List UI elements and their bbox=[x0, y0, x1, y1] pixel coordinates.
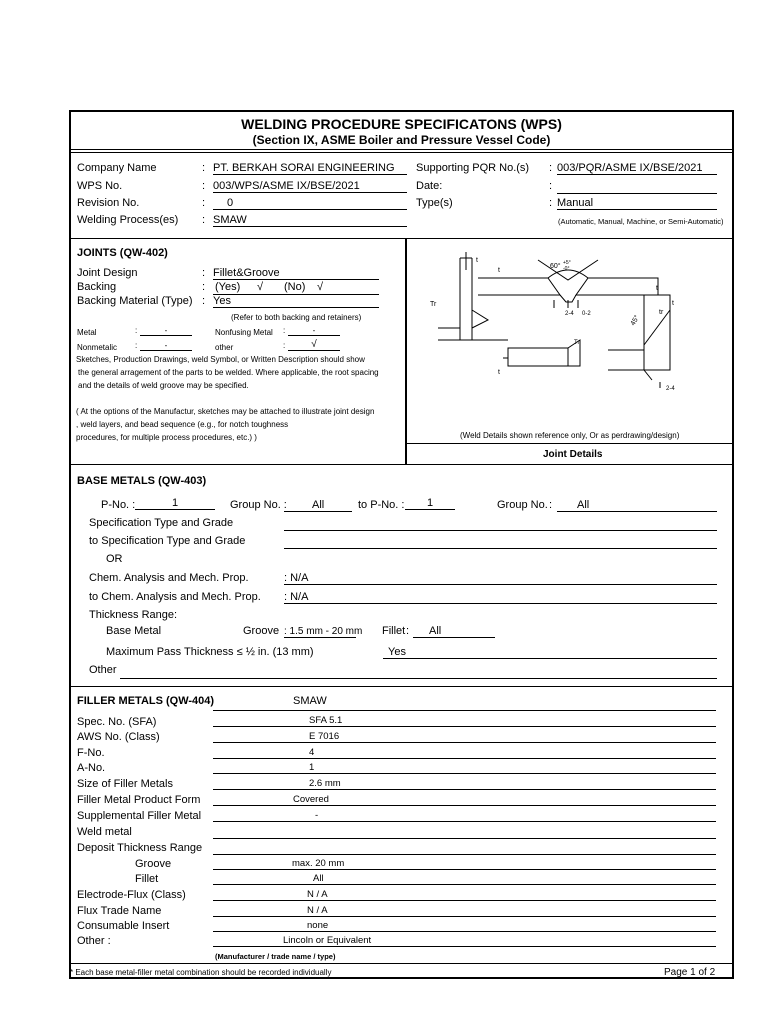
filler-value: E 7016 bbox=[213, 730, 716, 743]
colon: : bbox=[202, 197, 206, 209]
filler-value: - bbox=[213, 809, 716, 822]
filler-label: Supplemental Filler Metal bbox=[77, 810, 202, 822]
backing-material-label: Backing Material (Type) bbox=[77, 295, 193, 307]
joint-design-value: Fillet&Groove bbox=[213, 267, 379, 280]
colon: : bbox=[202, 162, 206, 174]
date-label: Date: bbox=[416, 180, 443, 192]
filler-label: Other : bbox=[77, 935, 111, 947]
manufacturer-note: (Manufacturer / trade name / type) bbox=[215, 952, 336, 961]
colon: : bbox=[283, 341, 286, 350]
backing-material-value: Yes bbox=[213, 295, 379, 308]
filler-label: Consumable Insert bbox=[77, 920, 170, 932]
filler-value: 1 bbox=[213, 761, 716, 774]
sketch-label-gap: 2-4 bbox=[666, 386, 675, 392]
divider bbox=[69, 686, 734, 687]
sketch-label-tr: Tr bbox=[574, 340, 580, 346]
colon: : bbox=[406, 625, 410, 637]
max-pass-label: Maximum Pass Thickness ≤ ½ in. (13 mm) bbox=[106, 646, 314, 658]
joint-details-label: Joint Details bbox=[543, 449, 603, 460]
sketch-line bbox=[508, 348, 568, 366]
chem-value: : N/A bbox=[284, 572, 717, 585]
sketch-line bbox=[644, 370, 652, 380]
filler-value: N / A bbox=[213, 904, 716, 917]
pqr-value: 003/PQR/ASME IX/BSE/2021 bbox=[557, 162, 717, 175]
to-spec-line bbox=[284, 548, 717, 549]
backing-yes-check: √ bbox=[257, 281, 264, 293]
colon: : bbox=[283, 326, 286, 335]
base-metal-label: Base Metal bbox=[106, 625, 162, 637]
sketch-label-tol: -0° bbox=[563, 266, 570, 272]
revision-value: 0 bbox=[213, 197, 407, 210]
filler-label: Flux Trade Name bbox=[77, 905, 162, 917]
metal-value: - bbox=[140, 326, 192, 336]
pno-label: P-No. : bbox=[101, 499, 136, 511]
sketch-note-line-2: the general arragement of the parts to be welded. Where applicable, the root spacing bbox=[78, 368, 379, 377]
nonfusing-value: - bbox=[288, 326, 340, 336]
revision-label: Revision No. bbox=[77, 197, 140, 209]
filler-label: Weld metal bbox=[77, 826, 132, 838]
sketch-label-gap: 0-2 bbox=[582, 311, 591, 317]
sketch-label-t: t bbox=[672, 300, 674, 307]
colon: : bbox=[202, 281, 206, 293]
colon: : bbox=[549, 197, 553, 209]
divider bbox=[69, 464, 734, 465]
filler-value bbox=[213, 825, 716, 839]
backing-no-check: √ bbox=[317, 281, 324, 293]
other-value: √ bbox=[288, 339, 340, 351]
sketch-label-angle: 60° bbox=[550, 263, 561, 270]
backing-no-label: (No) bbox=[284, 281, 306, 293]
sketch-label-tr: Tr bbox=[430, 301, 437, 308]
sketch-note-line-3: and the details of weld groove may be specified. bbox=[78, 381, 249, 390]
divider bbox=[405, 443, 734, 444]
other-label: other bbox=[215, 343, 234, 352]
process-value: SMAW bbox=[213, 214, 407, 227]
fillet-label: Fillet bbox=[382, 625, 406, 637]
to-spec-label: to Specification Type and Grade bbox=[89, 535, 246, 547]
filler-value bbox=[213, 841, 716, 855]
group-label: Group No. : bbox=[230, 499, 287, 511]
weld-details-note: (Weld Details shown reference only, Or as perdrawing/design) bbox=[460, 431, 680, 440]
sketch-label-t: t bbox=[656, 285, 658, 292]
to-chem-value: : N/A bbox=[284, 591, 717, 604]
page-number: Page 1 of 2 bbox=[664, 967, 716, 978]
to-chem-label: to Chem. Analysis and Mech. Prop. bbox=[89, 591, 261, 603]
filler-label: Deposit Thickness Range bbox=[77, 842, 203, 854]
filler-value: 4 bbox=[213, 746, 716, 759]
option-note-line-1: ( At the options of the Manufactur, sketches may be attached to illustrate joint design bbox=[76, 407, 375, 416]
sketch-label-tol: +5° bbox=[563, 260, 571, 266]
filler-value: Covered bbox=[213, 793, 716, 806]
filler-value: All bbox=[213, 872, 716, 885]
filler-value: max. 20 mm bbox=[213, 857, 716, 870]
sketch-label-t: t bbox=[498, 369, 500, 376]
sketch-line bbox=[576, 278, 658, 295]
divider bbox=[69, 963, 734, 964]
filler-label: Filler Metal Product Form bbox=[77, 794, 201, 806]
backing-label: Backing bbox=[77, 281, 117, 293]
or-label: OR bbox=[106, 553, 123, 565]
document-title: WELDING PROCEDURE SPECIFICATONS (WPS) bbox=[241, 116, 562, 132]
sketch-label-gap: 2-4 bbox=[565, 311, 574, 317]
filler-metals-heading: FILLER METALS (QW-404) bbox=[77, 695, 215, 707]
filler-label: Fillet bbox=[135, 873, 159, 885]
sketch-label-t: t bbox=[498, 267, 500, 274]
filler-label: Spec. No. (SFA) bbox=[77, 716, 157, 728]
other-label: Other bbox=[89, 664, 117, 676]
chem-label: Chem. Analysis and Mech. Prop. bbox=[89, 572, 249, 584]
sketch-label-t: t bbox=[476, 257, 478, 264]
filler-label: Electrode-Flux (Class) bbox=[77, 889, 186, 901]
colon: : bbox=[202, 295, 206, 307]
joint-design-label: Joint Design bbox=[77, 267, 138, 279]
groove-value: : 1.5 mm - 20 mm bbox=[284, 626, 363, 637]
nonmetallic-label: Nonmetalic bbox=[77, 343, 118, 352]
to-pno-label: to P-No. : bbox=[358, 499, 405, 511]
type-value: Manual bbox=[557, 197, 717, 210]
group-value: All bbox=[284, 499, 352, 512]
document-subtitle: (Section IX, ASME Boiler and Pressure Vessel Code) bbox=[252, 133, 551, 147]
sketch-line bbox=[644, 310, 670, 345]
sketch-line bbox=[644, 295, 670, 370]
groove-label: Groove bbox=[243, 625, 280, 637]
sketch-line bbox=[472, 310, 488, 328]
wps-label: WPS No. bbox=[77, 180, 123, 192]
thickness-label: Thickness Range: bbox=[89, 609, 178, 621]
to-group-label: Group No. bbox=[497, 499, 548, 511]
colon: : bbox=[135, 326, 138, 335]
colon: : bbox=[549, 499, 553, 511]
base-metals-heading: BASE METALS (QW-403) bbox=[77, 475, 207, 487]
colon: : bbox=[202, 267, 206, 279]
colon: : bbox=[202, 180, 206, 192]
pno-value: 1 bbox=[135, 497, 215, 510]
date-value bbox=[557, 180, 717, 194]
filler-value: 2.6 mm bbox=[213, 777, 716, 790]
filler-label: Groove bbox=[135, 858, 172, 870]
fillet-value: All bbox=[413, 625, 495, 638]
to-pno-value: 1 bbox=[405, 497, 455, 510]
colon: : bbox=[135, 341, 138, 350]
filler-label: Size of Filler Metals bbox=[77, 778, 173, 790]
metal-label: Metal bbox=[77, 328, 97, 337]
filler-value: SFA 5.1 bbox=[213, 714, 716, 727]
weld-details-sketch bbox=[408, 240, 732, 440]
joints-heading: JOINTS (QW-402) bbox=[77, 247, 168, 259]
sketch-note-line-1: Sketches, Production Drawings, weld Symbol, or Written Description should show bbox=[76, 355, 365, 364]
refer-note: (Refer to both backing and retainers) bbox=[231, 313, 362, 322]
filler-label: F-No. bbox=[77, 747, 105, 759]
wps-value: 003/WPS/ASME IX/BSE/2021 bbox=[213, 180, 407, 193]
process-label: Welding Process(es) bbox=[77, 214, 179, 226]
colon: : bbox=[549, 162, 553, 174]
filler-process: SMAW bbox=[213, 695, 716, 711]
spec-line bbox=[284, 530, 717, 531]
company-label: Company Name bbox=[77, 162, 157, 174]
company-value: PT. BERKAH SORAI ENGINEERING bbox=[213, 162, 407, 175]
to-group-value: All bbox=[557, 499, 717, 512]
divider bbox=[69, 152, 734, 153]
pqr-label: Supporting PQR No.(s) bbox=[416, 162, 530, 174]
sketch-line bbox=[478, 278, 560, 295]
divider bbox=[69, 149, 734, 150]
sketch-line bbox=[554, 300, 578, 308]
type-note: (Automatic, Manual, Machine, or Semi-Automatic) bbox=[558, 217, 724, 226]
max-pass-value: Yes bbox=[383, 646, 717, 659]
other-line bbox=[120, 678, 717, 679]
sketch-label-45: 45° bbox=[629, 314, 642, 327]
nonfusing-label: Nonfusing Metal bbox=[215, 328, 273, 337]
option-note-line-2: , weld layers, and bead sequence (e.g., for notch toughness bbox=[76, 420, 289, 429]
sketch-label-tr: tr bbox=[659, 309, 664, 316]
colon: : bbox=[549, 180, 553, 192]
type-label: Type(s) bbox=[416, 197, 453, 209]
nonmetallic-value: - bbox=[140, 341, 192, 351]
filler-value: Lincoln or Equivalent bbox=[213, 934, 716, 947]
filler-label: A-No. bbox=[77, 762, 106, 774]
colon: : bbox=[202, 214, 206, 226]
filler-value: N / A bbox=[213, 888, 716, 901]
filler-value: none bbox=[213, 919, 716, 932]
divider bbox=[69, 238, 734, 239]
filler-label: AWS No. (Class) bbox=[77, 731, 160, 743]
option-note-line-3: procedures, for multiple process procedures, etc.) ) bbox=[76, 433, 257, 442]
backing-yes-label: (Yes) bbox=[215, 281, 241, 293]
sketch-divider bbox=[405, 238, 407, 464]
footer-note: * Each base metal-filler metal combination should be recorded individually bbox=[70, 968, 332, 977]
spec-label: Specification Type and Grade bbox=[89, 517, 234, 529]
